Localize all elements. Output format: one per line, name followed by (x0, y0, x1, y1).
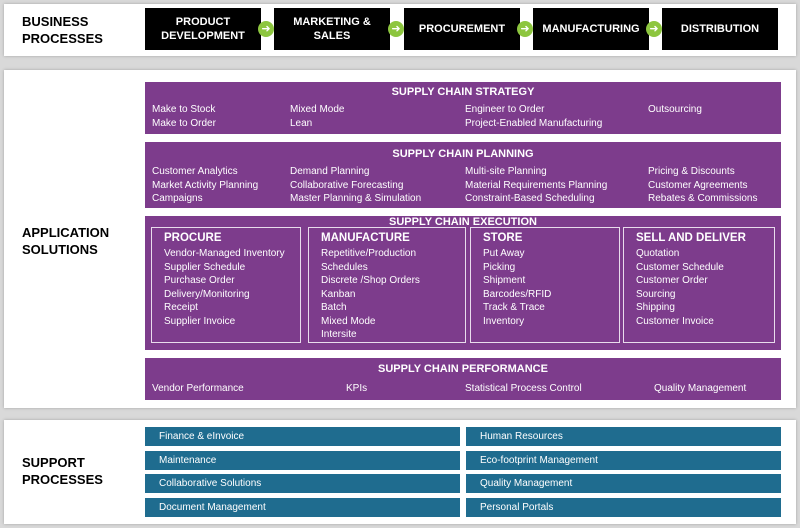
support-item-collaborative: Collaborative Solutions (145, 474, 460, 493)
planning-column-3 (465, 165, 607, 206)
process-marketing-sales: MARKETING & SALES (274, 8, 390, 50)
performance-item: KPIs (346, 383, 368, 394)
support-item-document: Document Management (145, 498, 460, 517)
planning-column-2 (290, 165, 421, 206)
support-processes-title: SUPPORT PROCESSES (22, 455, 103, 487)
strategy-item: Lean (290, 117, 313, 129)
support-item-hr: Human Resources (466, 427, 781, 446)
strategy-column-4 (648, 103, 702, 117)
strategy-title: SUPPLY CHAIN STRATEGY (391, 86, 535, 98)
planning-item: Customer Agreements (648, 179, 748, 191)
planning-item: Customer Analytics (152, 166, 238, 177)
strategy-item: Make to Order (152, 117, 216, 129)
planning-item: Pricing & Discounts (648, 166, 735, 177)
support-item-quality: Quality Management (466, 474, 781, 493)
performance-item: Vendor Performance (152, 383, 244, 394)
supply-chain-strategy-block (145, 82, 781, 134)
list-item: Mixed Mode (321, 315, 376, 327)
planning-item: Collaborative Forecasting (290, 179, 404, 191)
process-manufacturing: MANUFACTURING (533, 8, 649, 50)
manufacture-group (308, 227, 466, 343)
list-item: Schedules (321, 261, 368, 273)
planning-item: Campaigns (152, 193, 203, 204)
sell-and-deliver-group (623, 227, 775, 343)
planning-item: Master Planning & Simulation (290, 193, 422, 204)
planning-column-1 (152, 165, 258, 206)
strategy-column-2 (290, 103, 344, 130)
list-item: Track & Trace (483, 302, 545, 313)
planning-item: Multi-site Planning (465, 166, 547, 177)
planning-item: Constraint-Based Scheduling (465, 193, 595, 204)
list-item: Customer Invoice (636, 315, 714, 327)
process-product-development: PRODUCT DEVELOPMENT (145, 8, 261, 50)
arrow-right-icon: ➜ (388, 21, 404, 37)
list-item: Picking (483, 261, 516, 273)
arrow-right-icon: ➜ (517, 21, 533, 37)
support-item-maintenance: Maintenance (145, 451, 460, 470)
sell-and-deliver-list (636, 247, 724, 328)
list-item: Receipt (164, 302, 198, 313)
list-item: Purchase Order (164, 275, 235, 286)
list-item: Vendor-Managed Inventory (164, 248, 285, 259)
list-item: Repetitive/Production (321, 248, 417, 259)
list-item: Customer Order (636, 275, 708, 286)
support-item-finance: Finance & eInvoice (145, 427, 460, 446)
support-item-eco: Eco-footprint Management (466, 451, 781, 470)
strategy-item: Make to Stock (152, 104, 216, 115)
store-group (470, 227, 620, 343)
supply-chain-performance-block (145, 358, 781, 400)
planning-item: Demand Planning (290, 166, 370, 177)
list-item: Supplier Invoice (164, 315, 236, 327)
supply-chain-planning-block (145, 142, 781, 208)
process-distribution: DISTRIBUTION (662, 8, 778, 50)
procure-list (164, 247, 285, 328)
planning-column-4 (648, 165, 757, 206)
store-list (483, 247, 551, 328)
store-title: STORE (483, 232, 523, 244)
list-item: Inventory (483, 315, 525, 327)
planning-item: Material Requirements Planning (465, 179, 608, 191)
planning-item: Market Activity Planning (152, 179, 259, 191)
list-item: Kanban (321, 288, 356, 300)
list-item: Quotation (636, 248, 680, 259)
business-processes-title: BUSINESS PROCESSES (22, 14, 103, 46)
list-item: Customer Schedule (636, 261, 724, 273)
strategy-item: Outsourcing (648, 104, 702, 115)
planning-item: Rebates & Commissions (648, 193, 758, 204)
list-item: Supplier Schedule (164, 261, 246, 273)
strategy-item: Engineer to Order (465, 104, 545, 115)
strategy-item: Project-Enabled Manufacturing (465, 117, 603, 129)
performance-title: SUPPLY CHAIN PERFORMANCE (378, 363, 548, 375)
procure-title: PROCURE (164, 232, 222, 244)
strategy-item: Mixed Mode (290, 104, 345, 115)
supply-chain-execution-block (145, 216, 781, 350)
list-item: Barcodes/RFID (483, 288, 552, 300)
manufacture-list (321, 247, 420, 342)
sell-and-deliver-title: SELL AND DELIVER (636, 232, 746, 244)
list-item: Shipping (636, 302, 675, 313)
performance-item: Statistical Process Control (465, 383, 582, 394)
support-item-portals: Personal Portals (466, 498, 781, 517)
process-procurement: PROCUREMENT (404, 8, 520, 50)
list-item: Discrete /Shop Orders (321, 275, 420, 286)
manufacture-title: MANUFACTURE (321, 232, 410, 244)
arrow-right-icon: ➜ (646, 21, 662, 37)
performance-item: Quality Management (654, 383, 747, 394)
strategy-column-1 (152, 103, 216, 130)
list-item: Delivery/Monitoring (164, 288, 250, 300)
planning-title: SUPPLY CHAIN PLANNING (392, 148, 534, 160)
list-item: Shipment (483, 275, 526, 286)
list-item: Intersite (321, 329, 357, 340)
list-item: Sourcing (636, 288, 676, 300)
execution-title: SUPPLY CHAIN EXECUTION (389, 216, 537, 228)
strategy-column-3 (465, 103, 602, 130)
procure-group (151, 227, 301, 343)
arrow-right-icon: ➜ (258, 21, 274, 37)
list-item: Batch (321, 302, 347, 313)
list-item: Put Away (483, 248, 525, 259)
application-solutions-title: APPLICATION SOLUTIONS (22, 225, 110, 257)
